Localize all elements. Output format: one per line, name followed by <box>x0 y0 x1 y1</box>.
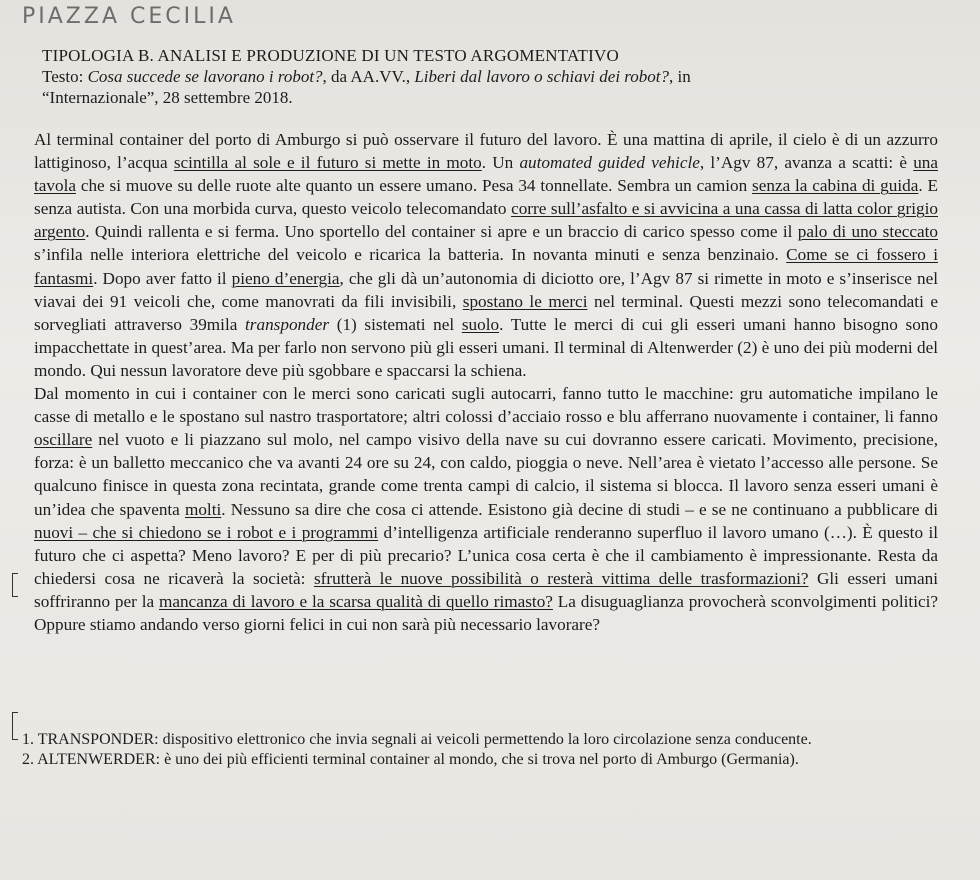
footnote-1: 1. TRANSPONDER: dispositivo elettronico che invia segnali ai veicoli permettendo la loro circolazione senza conducente. <box>22 731 812 748</box>
margin-bracket-mark <box>12 573 18 597</box>
source-citation: Testo: Cosa succede se lavorano i robot?, da AA.VV., Liberi dal lavoro o schiavi dei robot?, in “Internazionale”, 28 settembre 2018. <box>42 67 691 107</box>
document-title: TIPOLOGIA B. ANALISI E PRODUZIONE DI UN TESTO ARGOMENTATIVO <box>42 46 619 65</box>
footnotes <box>22 730 952 770</box>
handwritten-student-name: PIAZZA CECILIA <box>22 4 236 29</box>
paragraph-2: Dal momento in cui i container con le merci sono caricati sugli autocarri, fanno tutto le macchine: gru automatiche impilano le casse di metallo e le spostano sul nastro trasportatore; altri colossi d’acciaio rosso e blu afferrano nuovamente i container, li fanno oscillare nel vuoto e li piazzano sul molo, nel campo visivo della nave su cui dovranno essere caricati. Movimento, precisione, forza: è un balletto meccanico che va avanti 24 ore su 24, con caldo, pioggia o neve. Nell’area è vietato l’accesso alle persone. Se qualcuno finisce in questa zona recintata, grande come trenta campi di calcio, il sistema si blocca. Il lavoro senza esseri umani è un’idea che spaventa molti. Nessuno sa dire che cosa ci attende. Esistono già decine di studi – e se ne continuano a pubblicare di nuovi – che si chiedono se i robot e i programmi d’intelligenza artificiale renderanno superfluo il lavoro umano (…). È questo il futuro che ci aspetta? Meno lavoro? E per di più precario? L’unica cosa certa è che il cambiamento è impressionante. Resta da chiedersi cosa ne ricaverà la società: sfrutterà le nuove possibilità o resterà vittima delle trasformazioni? Gli esseri umani soffriranno per la mancanza di lavoro e la scarsa qualità di quello rimasto? La disuguaglianza provocherà sconvolgimenti politici? Oppure stiamo andando verso giorni felici in cui non sarà più necessario lavorare? <box>34 384 939 634</box>
article-text <box>34 128 938 636</box>
paragraph-1: Al terminal container del porto di Amburgo si può osservare il futuro del lavoro. È una mattina di aprile, il cielo è di un azzurro lattiginoso, l’acqua scintilla al sole e il futuro si mette in moto. Un automated guided vehicle, l’Agv 87, avanza a scatti: è una tavola che si muove su delle ruote alte quanto un essere umano. Pesa 34 tonnellate. Sembra un camion senza la cabina di guida. E senza autista. Con una morbida curva, questo veicolo telecomandato corre sull’asfalto e si avvicina a una cassa di latta color grigio argento. Quindi rallenta e si ferma. Uno sportello del container si apre e un braccio di carico spesso come il palo di uno steccato s’infila nelle interiora elettriche del veicolo e ricarica la batteria. In novanta minuti e senza benzinaio. Come se ci fossero i fantasmi. Dopo aver fatto il pieno d’energia, che gli dà un’autonomia di diciotto ore, l’Agv 87 si rimette in moto e s’inserisce nel viavai dei 91 veicoli che, come manovrati da fili invisibili, spostano le merci nel terminal. Questi mezzi sono telecomandati e sorvegliati attraverso 39mila transponder (1) sistemati nel suolo. Tutte le merci di cui gli esseri umani hanno bisogno sono impacchettate in quest’area. Ma per farlo non servono più gli esseri umani. Il terminal di Altenwerder (2) è uno dei più moderni del mondo. Qui nessun lavoratore deve più sgobbare e spaccarsi la schiena. <box>34 130 939 380</box>
footnote-2: 2. ALTENWERDER: è uno dei più efficienti terminal container al mondo, che si trova nel porto di Amburgo (Germania). <box>22 751 799 768</box>
document-header <box>42 45 942 108</box>
margin-bracket-mark <box>12 712 18 740</box>
